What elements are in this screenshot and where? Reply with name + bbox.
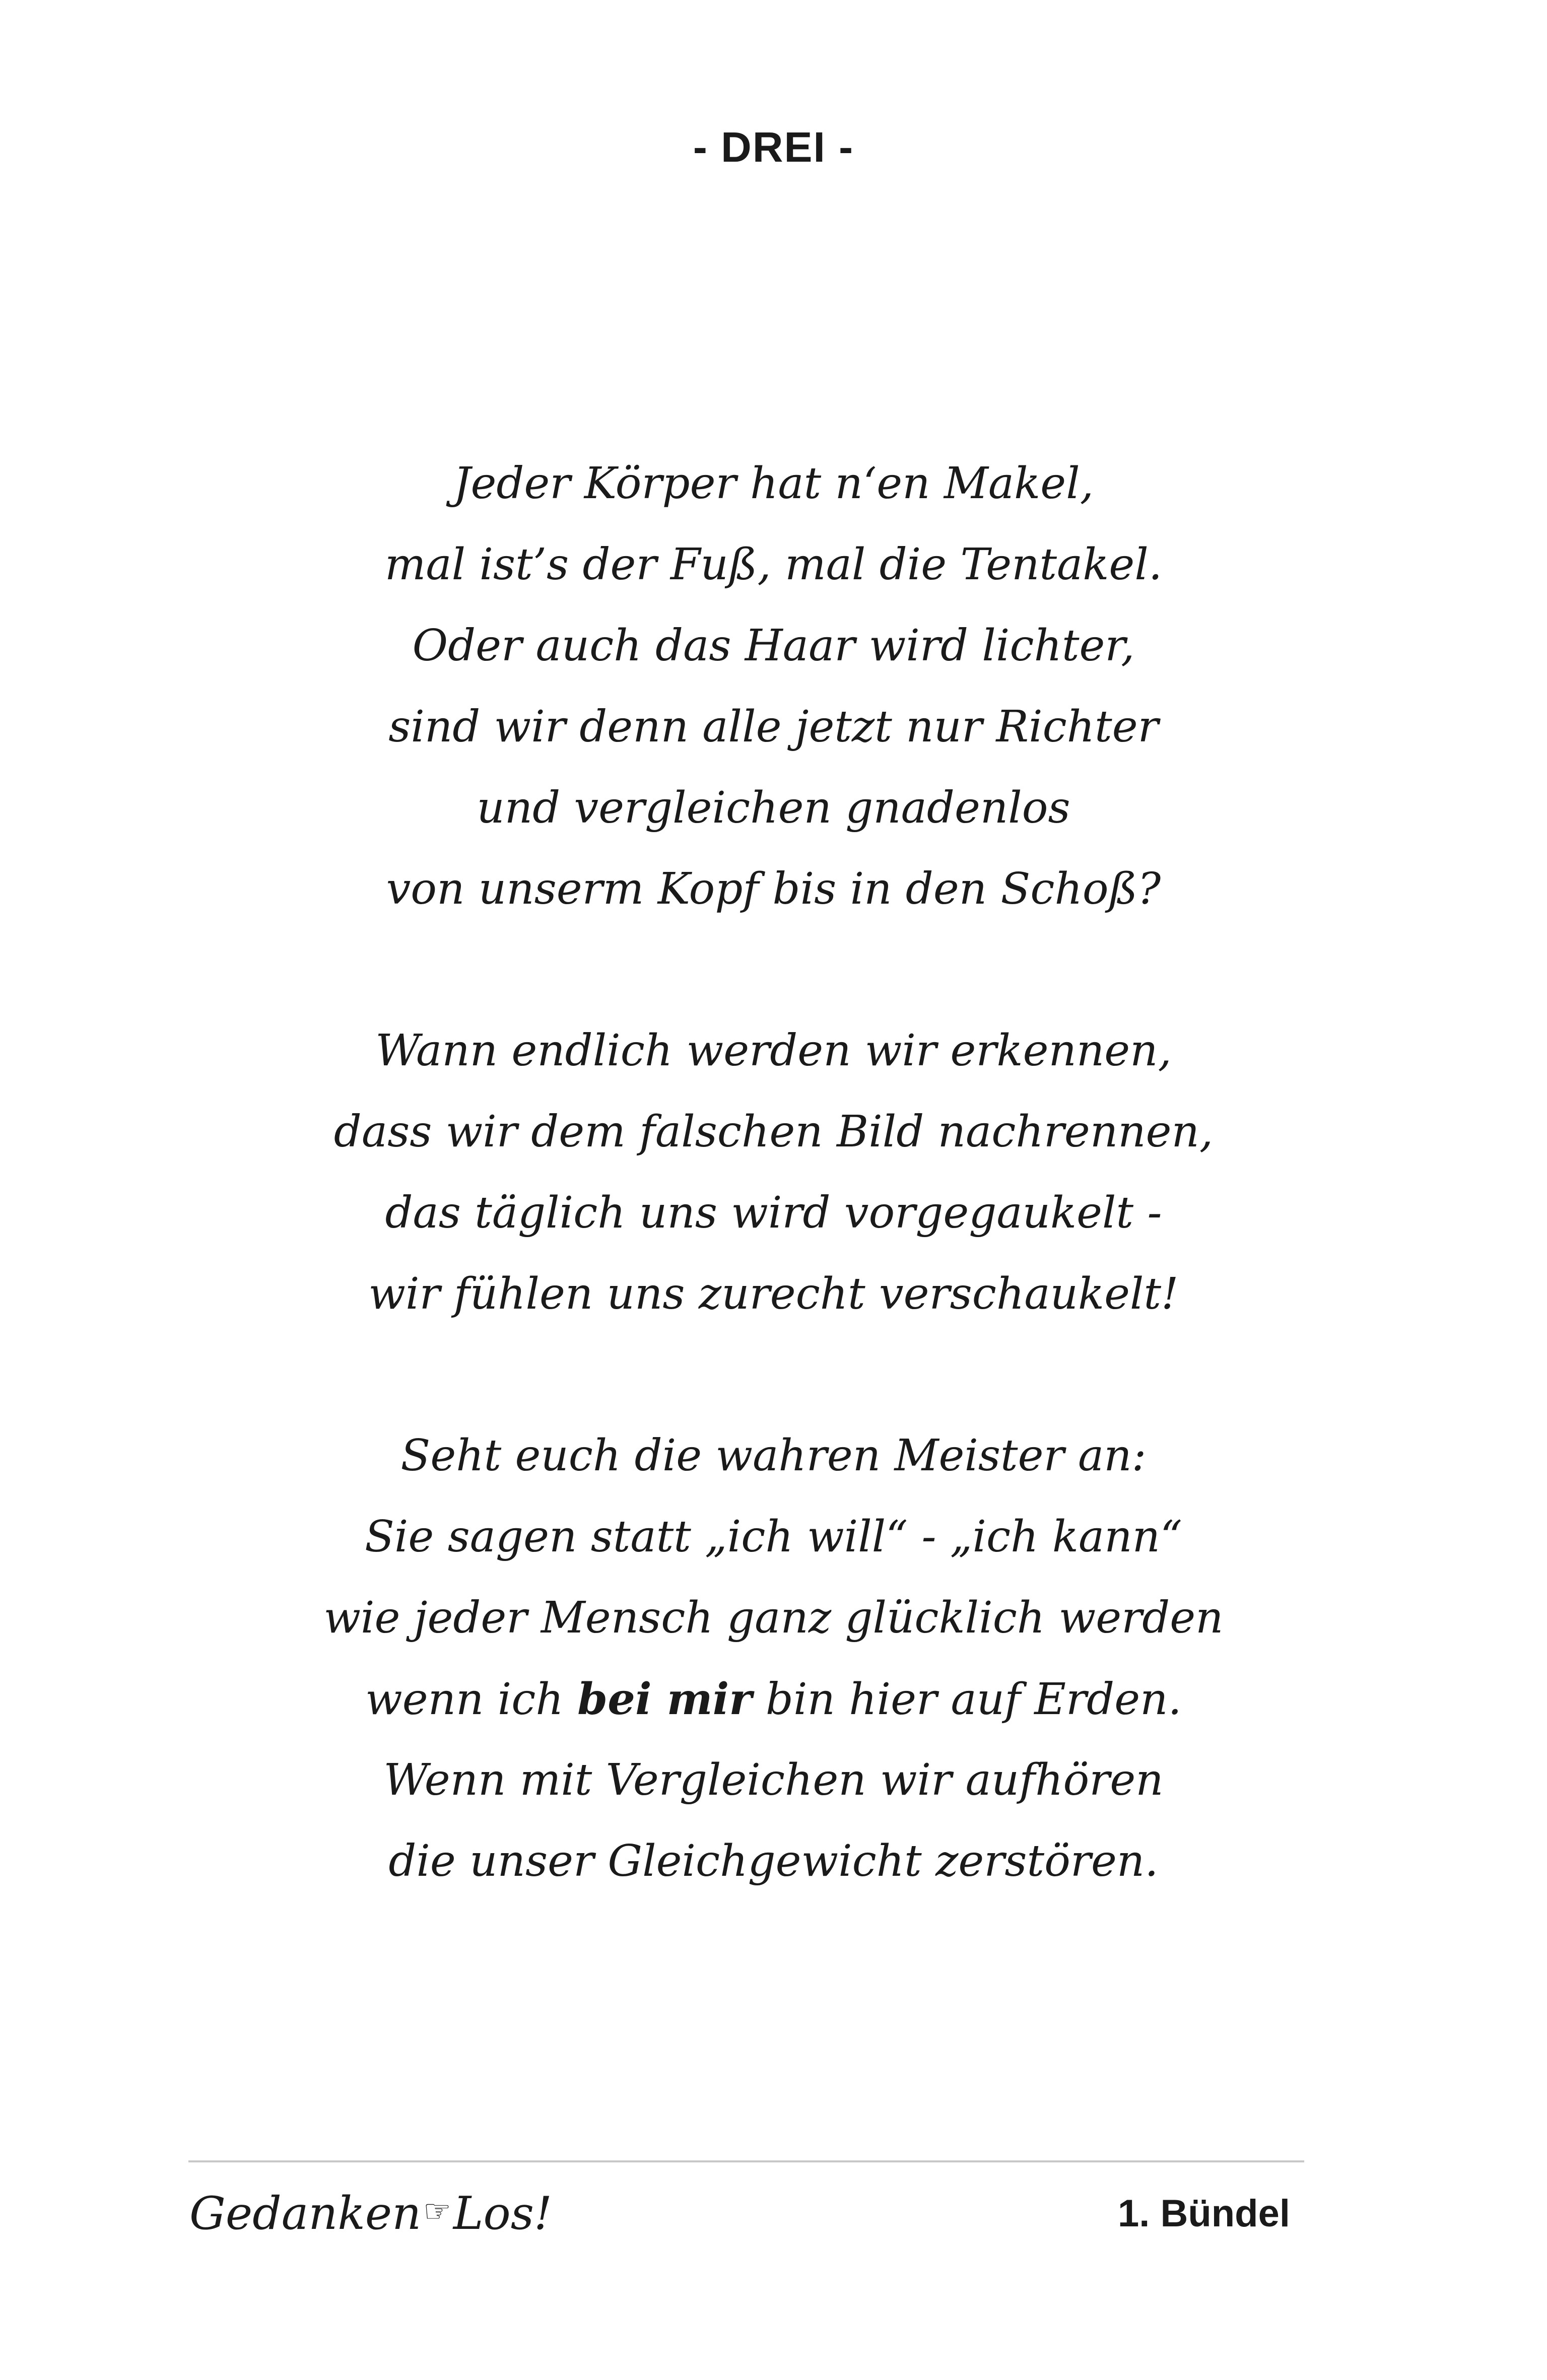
poem-line: wie jeder Mensch ganz glücklich werden: [323, 1593, 1224, 1643]
poem-line: sind wir denn alle jetzt nur Richter: [388, 702, 1159, 752]
stanza-3: [0, 1415, 1547, 1902]
poem-line: die unser Gleichgewicht zerstören.: [388, 1836, 1159, 1886]
footer-book-title: [189, 2181, 552, 2244]
poem-line: Wenn mit Vergleichen wir aufhören: [383, 1755, 1164, 1805]
footer-volume: 1. Bündel: [1117, 2192, 1290, 2235]
poem-line: Jeder Körper hat n‘en Makel,: [453, 458, 1094, 509]
poem-line: dass wir dem falschen Bild nachrennen,: [333, 1107, 1214, 1157]
emphasis-after: bin hier auf Erden.: [752, 1674, 1182, 1725]
poem-line: Oder auch das Haar wird lichter,: [412, 621, 1135, 671]
emphasis-bold-text: bei mir: [577, 1674, 752, 1725]
book-title-part2: Los!: [453, 2187, 553, 2240]
poem-line: Seht euch die wahren Meister an:: [400, 1431, 1147, 1481]
emphasis-before: wenn ich: [365, 1674, 578, 1725]
poem-line: wir fühlen uns zurecht verschaukelt!: [368, 1269, 1179, 1319]
footer-divider: [188, 2160, 1304, 2162]
poem-line: von unserm Kopf bis in den Schoß?: [386, 864, 1161, 914]
poem-line: und vergleichen gnadenlos: [477, 783, 1070, 833]
poem-line: das täglich uns wird vorgegaukelt -: [385, 1188, 1162, 1238]
poem-line: mal ist’s der Fuß, mal die Tentakel.: [384, 539, 1163, 590]
pointing-hand-icon: ☞: [423, 2193, 451, 2229]
page-title: - DREI -: [693, 123, 854, 171]
poem-line: Wann endlich werden wir erkennen,: [375, 1026, 1172, 1076]
book-title-part1: Gedanken: [189, 2187, 422, 2240]
stanza-2: [0, 1010, 1547, 1335]
poem-line: Sie sagen statt „ich will“ - „ich kann“: [365, 1512, 1182, 1562]
poem-line-emphasis: [0, 1659, 1547, 1740]
poem: [0, 443, 1547, 1983]
stanza-1: [0, 443, 1547, 930]
